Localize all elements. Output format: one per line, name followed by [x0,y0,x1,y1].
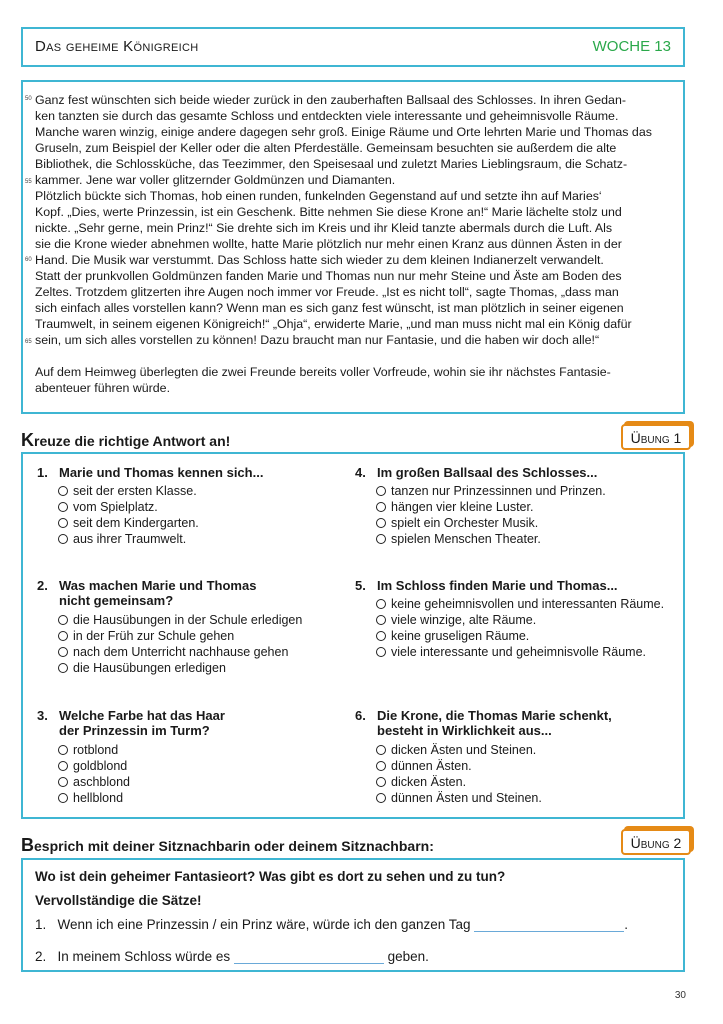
line-number: 65 [25,339,32,345]
story-line: Gruseln, zum Beispiel der Keller oder die alten Pferdeställe. Gemeinsam besuchten sie außerdem die alte [35,141,617,155]
answer-option[interactable]: keine gruseligen Räume. [376,629,529,645]
sentence-2: 2. In meinem Schloss würde es geben. [35,949,429,964]
story-line: Traumwelt, in seinem eigenen Königreich!“ „Ohja“, erwiderte Marie, „und man muss nicht mal ein König dafür [35,317,632,331]
story-line: Zeltes. Trotzdem glitzerten ihre Augen noch immer vor Freude. „Ist es nicht toll“, sagte Thomas, „dass man [35,285,619,299]
line-number: 50 [25,96,32,102]
answer-option[interactable]: hängen vier kleine Luster. [376,500,533,516]
answer-option[interactable]: viele winzige, alte Räume. [376,613,536,629]
answer-option[interactable]: spielt ein Orchester Musik. [376,516,538,532]
story-line: ken tanzten sie durch das gesamte Schloss und entdeckten viele interessante und geheimnisvolle Räume. [35,109,619,123]
radio-circle-icon[interactable] [58,486,68,496]
answer-option[interactable]: vom Spielplatz. [58,500,158,516]
complete-instruction: Vervollständige die Sätze! [35,893,202,908]
answer-option[interactable]: dünnen Ästen. [376,759,472,775]
answer-option[interactable]: tanzen nur Prinzessinnen und Prinzen. [376,484,606,500]
discussion-prompt: Wo ist dein geheimer Fantasieort? Was gibt es dort zu sehen und zu tun? [35,869,506,884]
answer-option[interactable]: seit dem Kindergarten. [58,516,199,532]
radio-circle-icon[interactable] [376,486,386,496]
sentence-1: 1. Wenn ich eine Prinzessin / ein Prinz wäre, würde ich den ganzen Tag . [35,917,629,932]
answer-option[interactable]: keine geheimnisvollen und interessanten Räume. [376,597,664,613]
radio-circle-icon[interactable] [376,745,386,755]
answer-option[interactable]: seit der ersten Klasse. [58,484,197,500]
answer-option[interactable]: nach dem Unterricht nachhause gehen [58,645,288,661]
radio-circle-icon[interactable] [58,777,68,787]
exercise1-tag: Übung 1 [621,424,691,450]
radio-circle-icon[interactable] [376,534,386,544]
radio-circle-icon[interactable] [58,663,68,673]
radio-circle-icon[interactable] [376,518,386,528]
radio-circle-icon[interactable] [376,615,386,625]
story-line: nickte. „Sehr gerne, mein Prinz!“ Sie drehte sich im Kreis und ihr Kleid tanzte abermals durch die Luft. Als [35,221,613,235]
answer-option[interactable]: goldblond [58,759,127,775]
answer-option[interactable]: die Hausübungen erledigen [58,661,226,677]
line-number: 60 [25,257,32,263]
story-line: kammer. Jene war voller glitzernder Goldmünzen und Diamanten. [35,173,396,187]
story-line: Auf dem Heimweg überlegten die zwei Freunde bereits voller Vorfreude, wohin sie ihr nächstes Fantasie- [35,365,611,379]
answer-option[interactable]: viele interessante und geheimnisvolle Räume. [376,645,646,661]
discussion-box [21,858,685,972]
week-label: WOCHE 13 [592,38,671,55]
exercise1-instruction: Kreuze die richtige Antwort an! [21,430,231,450]
story-line: Statt der prunkvollen Goldmünzen fanden Marie und Thomas nun nur mehr Steine und Äste am Boden des [35,269,622,283]
answer-option[interactable]: dicken Ästen und Steinen. [376,743,536,759]
story-line: Bibliothek, die Schlossküche, das Teezimmer, den Speisesaal und zuletzt Maries Lieblingsraum, die Schatz- [35,157,628,171]
answer-blank-1[interactable] [474,919,624,932]
radio-circle-icon[interactable] [58,761,68,771]
story-line: Hand. Die Musik war verstummt. Das Schloss hatte sich wieder zu dem kleinen Indianerzelt verwandelt. [35,253,604,267]
story-line: Plötzlich bückte sich Thomas, hob einen runden, funkelnden Gegenstand auf und setzte ihn auf Maries‘ [35,189,602,203]
exercise2-instruction: Besprich mit deiner Sitznachbarin oder deinem Sitznachbarn: [21,835,434,855]
answer-blank-2[interactable] [234,951,384,964]
answer-option[interactable]: aus ihrer Traumwelt. [58,532,186,548]
story-line: Manche waren winzig, einige andere dagegen sehr groß. Einige Räume und Orte lehrten Marie und Thomas das [35,125,652,139]
story-line: sie die Krone wieder abnehmen wollte, hatte Marie plötzlich nur mehr einen Kranz aus dünnen Ästen in der [35,237,622,251]
exercise2-tag: Übung 2 [621,829,691,855]
radio-circle-icon[interactable] [58,631,68,641]
answer-option[interactable]: rotblond [58,743,118,759]
radio-circle-icon[interactable] [58,745,68,755]
radio-circle-icon[interactable] [58,534,68,544]
story-line: sein, um sich alles vorstellen zu können! Dazu braucht man nur Fantasie, und die haben wir doch alle!“ [35,333,600,347]
answer-option[interactable]: dünnen Ästen und Steinen. [376,791,542,807]
line-number: 55 [25,179,32,185]
radio-circle-icon[interactable] [376,777,386,787]
answer-option[interactable]: hellblond [58,791,123,807]
radio-circle-icon[interactable] [58,502,68,512]
story-line: abenteuer führen würde. [35,381,171,395]
radio-circle-icon[interactable] [376,647,386,657]
story-line: sich einfach alles vorstellen kann? Wenn man es sich ganz fest wünscht, ist man plötzlich in seiner eigenen [35,301,624,315]
answer-option[interactable]: dicken Ästen. [376,775,466,791]
radio-circle-icon[interactable] [58,518,68,528]
story-line: Ganz fest wünschten sich beide wieder zurück in den zauberhaften Ballsaal des Schlosses. In ihren Gedan- [35,93,626,107]
radio-circle-icon[interactable] [58,793,68,803]
story-box [21,80,685,414]
story-line: Kopf. „Dies, werte Prinzessin, ist ein Geschenk. Bitte nehmen Sie diese Krone an!“ Marie lächelte stolz und [35,205,622,219]
page-title: Das geheime Königreich [35,38,199,55]
radio-circle-icon[interactable] [376,502,386,512]
answer-option[interactable]: die Hausübungen in der Schule erledigen [58,613,302,629]
radio-circle-icon[interactable] [376,631,386,641]
radio-circle-icon[interactable] [58,615,68,625]
header-box [21,27,685,67]
radio-circle-icon[interactable] [376,599,386,609]
page-number: 30 [674,990,686,1001]
radio-circle-icon[interactable] [58,647,68,657]
answer-option[interactable]: in der Früh zur Schule gehen [58,629,234,645]
answer-option[interactable]: aschblond [58,775,130,791]
quiz-box: 1. Marie und Thomas kennen sich... seit der ersten Klasse. vom Spielplatz. seit dem Kindergarten. aus ihrer Traumwelt. 2. Was machen Marie und Thomas nicht gemeinsam? die Hausübungen in der Schule erledigen in der Früh zur Schule gehen nach dem Unterricht nachhause gehen die Hausübungen erledigen 3. Welche Farbe hat das Haar der Prinzessin im Turm? rotblond goldblond aschblond hellblond 4. Im großen Ballsaal des Schlosses... tanzen nur Prinzessinnen und Prinzen. hängen vier kleine Luster. spielt ein Orchester Musik. spielen Menschen Theater. 5. Im Schloss finden Marie und Thomas... keine geheimnisvollen und interessanten Räume. viele winzige, alte Räume. keine gruseligen Räume. viele interessante und geheimnisvolle Räume. 6. Die Krone, die Thomas Marie schenkt, besteht in Wirklichkeit aus... dicken Ästen und Steinen. dünnen Ästen. dicken Ästen. dünnen Ästen und Steinen. [21,452,685,819]
answer-option[interactable]: spielen Menschen Theater. [376,532,541,548]
radio-circle-icon[interactable] [376,793,386,803]
radio-circle-icon[interactable] [376,761,386,771]
